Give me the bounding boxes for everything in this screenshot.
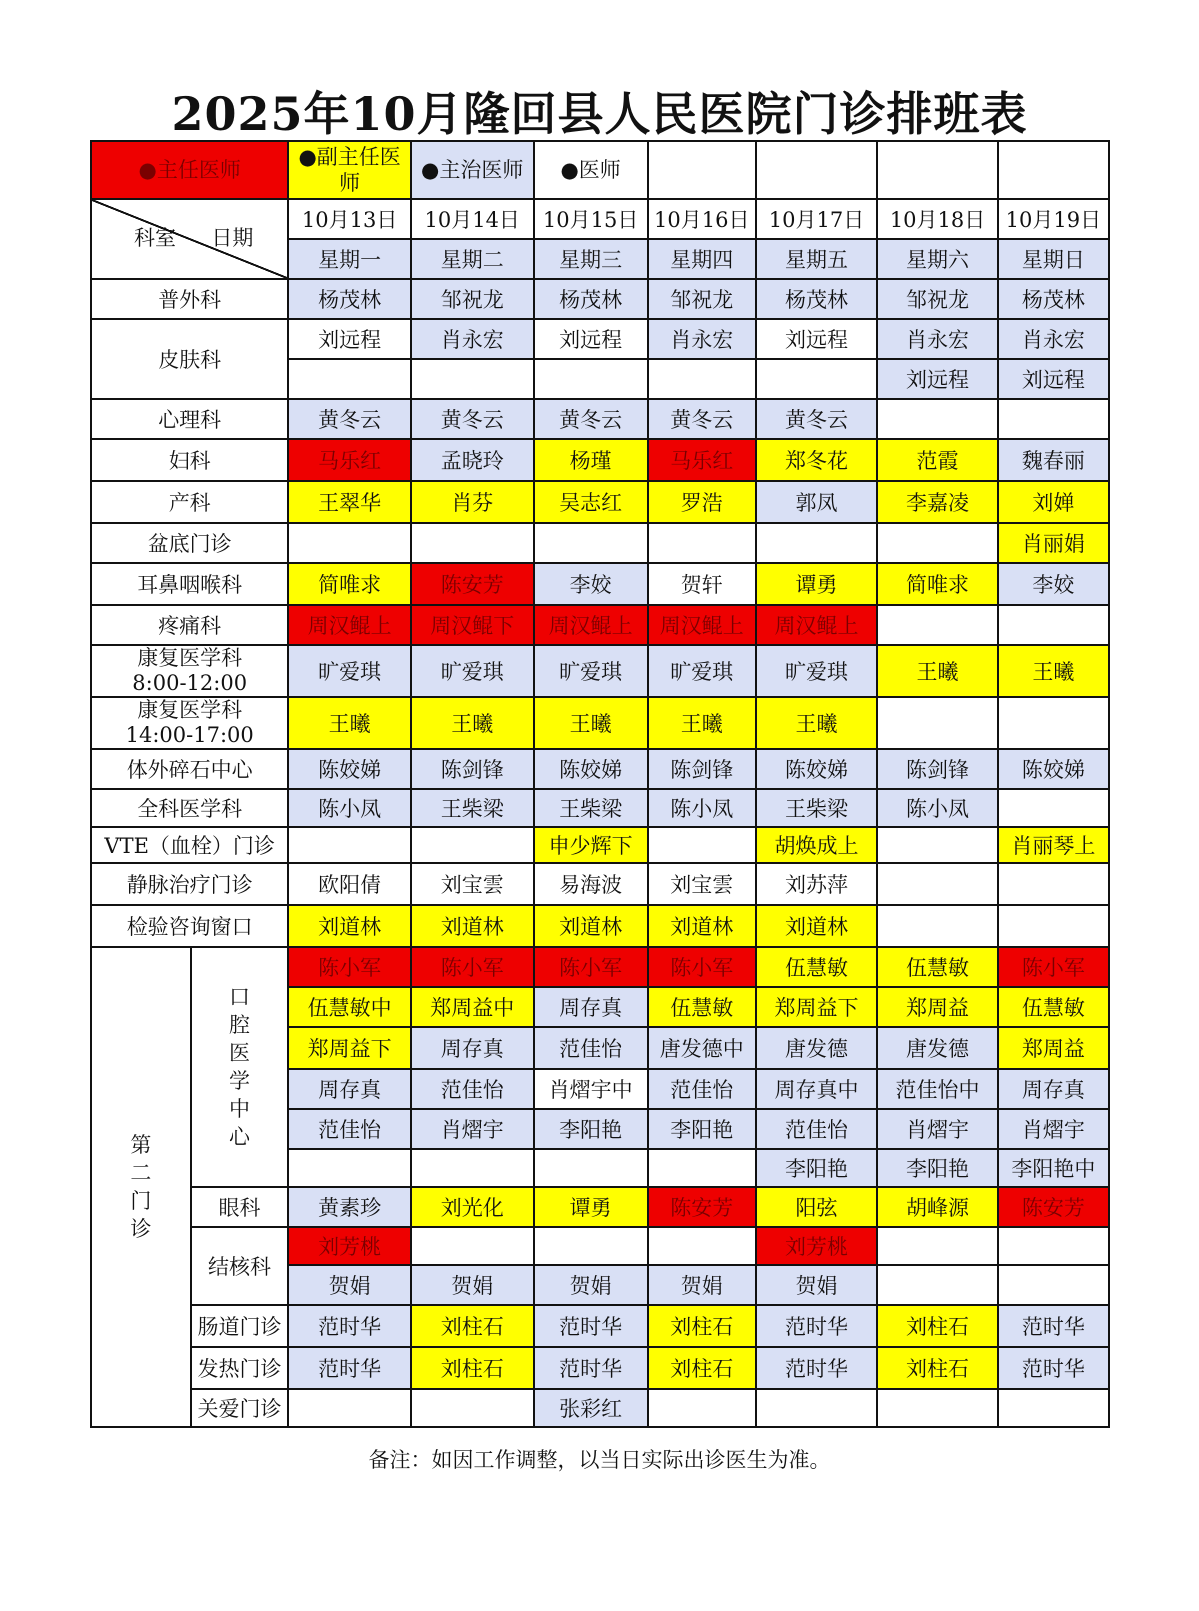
schedule-cell: 贺娟: [411, 1265, 534, 1305]
schedule-cell: [288, 827, 411, 863]
schedule-cell: 刘远程: [998, 359, 1109, 399]
schedule-cell: 刘道林: [756, 905, 878, 947]
schedule-cell: [756, 359, 878, 399]
dept-label: 结核科: [191, 1227, 289, 1305]
schedule-cell: 李阳艳中: [998, 1149, 1109, 1187]
schedule-cell: 王曦: [411, 697, 534, 749]
schedule-cell: 黄冬云: [288, 399, 411, 439]
schedule-cell: 杨茂林: [756, 279, 878, 319]
schedule-cell: 伍慧敏中: [288, 987, 411, 1027]
schedule-cell: 杨茂林: [998, 279, 1109, 319]
schedule-cell: [534, 1227, 648, 1265]
schedule-cell: [648, 1149, 756, 1187]
schedule-cell: 谭勇: [756, 563, 878, 605]
schedule-cell: 周存真: [534, 987, 648, 1027]
page-title: 2025年10月隆回县人民医院门诊排班表: [171, 87, 1028, 141]
date-cell: 10月15日: [534, 199, 648, 239]
date-cell: 10月19日: [998, 199, 1109, 239]
schedule-cell: 简唯求: [877, 563, 997, 605]
schedule-cell: 易海波: [534, 863, 648, 905]
dept-label: 检验咨询窗口: [91, 905, 288, 947]
schedule-cell: 申少辉下: [534, 827, 648, 863]
schedule-cell: 肖熠宇中: [534, 1069, 648, 1109]
schedule-cell: 陈姣娣: [998, 749, 1109, 789]
schedule-cell: 黄冬云: [756, 399, 878, 439]
dept-header: 科室: [134, 226, 176, 250]
schedule-cell: 陈剑锋: [411, 749, 534, 789]
date-cell: 10月17日: [756, 199, 878, 239]
schedule-cell: [998, 1265, 1109, 1305]
schedule-cell: 周存真中: [756, 1069, 878, 1109]
schedule-cell: 周汉鲲下: [411, 605, 534, 645]
schedule-cell: [411, 1389, 534, 1427]
schedule-cell: 马乐红: [288, 439, 411, 481]
schedule-cell: 杨瑾: [534, 439, 648, 481]
schedule-cell: 范时华: [756, 1347, 878, 1389]
schedule-cell: [877, 399, 997, 439]
schedule-cell: 王曦: [998, 645, 1109, 697]
date-cell: 10月18日: [877, 199, 997, 239]
schedule-cell: 郑冬花: [756, 439, 878, 481]
schedule-cell: 李姣: [998, 563, 1109, 605]
schedule-cell: 李阳艳: [648, 1109, 756, 1149]
weekday-cell: 星期二: [411, 239, 534, 279]
schedule-cell: 刘柱石: [648, 1347, 756, 1389]
schedule-cell: 陈小军: [534, 947, 648, 987]
dept-label: 普外科: [91, 279, 288, 319]
schedule-cell: 陈小军: [288, 947, 411, 987]
schedule-cell: [877, 827, 997, 863]
schedule-cell: 郑周益下: [756, 987, 878, 1027]
schedule-cell: 唐发德中: [648, 1027, 756, 1069]
schedule-cell: 肖丽琴上: [998, 827, 1109, 863]
schedule-cell: 旷爱琪: [534, 645, 648, 697]
schedule-cell: 黄冬云: [534, 399, 648, 439]
weekday-cell: 星期三: [534, 239, 648, 279]
schedule-cell: 刘芳桃: [756, 1227, 878, 1265]
schedule-cell: [877, 1389, 997, 1427]
schedule-cell: 范佳怡: [534, 1027, 648, 1069]
schedule-cell: [534, 1149, 648, 1187]
schedule-cell: 刘柱石: [411, 1347, 534, 1389]
weekday-cell: 星期六: [877, 239, 997, 279]
schedule-cell: 陈小凤: [288, 789, 411, 827]
schedule-cell: 陈小凤: [648, 789, 756, 827]
dept-label: 关爱门诊: [191, 1389, 289, 1427]
dept-label: 体外碎石中心: [91, 749, 288, 789]
schedule-cell: 刘道林: [288, 905, 411, 947]
schedule-cell: 伍慧敏: [877, 947, 997, 987]
schedule-cell: 李阳艳: [534, 1109, 648, 1149]
dept-label: 皮肤科: [91, 319, 288, 399]
schedule-cell: [877, 697, 997, 749]
schedule-cell: 王翠华: [288, 481, 411, 523]
legend-attending: ●主治医师: [411, 141, 534, 199]
schedule-cell: 范时华: [534, 1347, 648, 1389]
schedule-cell: 范佳怡: [756, 1109, 878, 1149]
dept-label: 盆底门诊: [91, 523, 288, 563]
legend-associate: ●副主任医师: [288, 141, 411, 199]
schedule-cell: [998, 399, 1109, 439]
legend-physician: ●医师: [534, 141, 648, 199]
empty-cell: [998, 141, 1109, 199]
schedule-cell: 李阳艳: [756, 1149, 878, 1187]
dept-label: 发热门诊: [191, 1347, 289, 1389]
schedule-cell: 刘远程: [534, 319, 648, 359]
schedule-cell: 范霞: [877, 439, 997, 481]
dept-label: VTE（血栓）门诊: [91, 827, 288, 863]
schedule-cell: [288, 1389, 411, 1427]
schedule-cell: 伍慧敏: [998, 987, 1109, 1027]
schedule-cell: [534, 359, 648, 399]
empty-cell: [756, 141, 878, 199]
schedule-cell: 郭凤: [756, 481, 878, 523]
date-cell: 10月14日: [411, 199, 534, 239]
schedule-cell: 伍慧敏: [648, 987, 756, 1027]
schedule-cell: 李姣: [534, 563, 648, 605]
dept-label: 康复医学科 8:00-12:00: [91, 645, 288, 697]
dept-label: 妇科: [91, 439, 288, 481]
schedule-cell: [648, 523, 756, 563]
schedule-cell: 吴志红: [534, 481, 648, 523]
weekday-cell: 星期五: [756, 239, 878, 279]
schedule-cell: 刘柱石: [411, 1305, 534, 1347]
schedule-cell: 肖芬: [411, 481, 534, 523]
schedule-cell: [998, 905, 1109, 947]
schedule-cell: 刘远程: [877, 359, 997, 399]
schedule-cell: 欧阳倩: [288, 863, 411, 905]
schedule-cell: [648, 1389, 756, 1427]
schedule-cell: 胡焕成上: [756, 827, 878, 863]
schedule-cell: 周汉鲲上: [648, 605, 756, 645]
schedule-cell: [998, 789, 1109, 827]
schedule-cell: 周汉鲲上: [756, 605, 878, 645]
dept-label: 全科医学科: [91, 789, 288, 827]
second-clinic-label: 第 二 门 诊: [91, 947, 191, 1427]
schedule-cell: 杨茂林: [288, 279, 411, 319]
schedule-cell: 范时华: [534, 1305, 648, 1347]
schedule-cell: 陈小凤: [877, 789, 997, 827]
footnote: 备注：如因工作调整，以当日实际出诊医生为准。: [368, 1448, 831, 1472]
schedule-cell: [411, 1149, 534, 1187]
schedule-cell: 旷爱琪: [648, 645, 756, 697]
schedule-cell: 肖熠宇: [998, 1109, 1109, 1149]
schedule-cell: 肖永宏: [998, 319, 1109, 359]
schedule-cell: 邹祝龙: [648, 279, 756, 319]
schedule-cell: [877, 1265, 997, 1305]
schedule-cell: 肖熠宇: [411, 1109, 534, 1149]
schedule-cell: 陈剑锋: [648, 749, 756, 789]
schedule-cell: 罗浩: [648, 481, 756, 523]
schedule-cell: 刘柱石: [877, 1305, 997, 1347]
schedule-cell: 贺娟: [756, 1265, 878, 1305]
schedule-cell: [756, 523, 878, 563]
schedule-cell: [998, 1227, 1109, 1265]
weekday-cell: 星期日: [998, 239, 1109, 279]
schedule-cell: [288, 523, 411, 563]
schedule-cell: 陈小军: [411, 947, 534, 987]
schedule-cell: 王曦: [877, 645, 997, 697]
schedule-cell: 刘远程: [756, 319, 878, 359]
schedule-cell: 陈姣娣: [756, 749, 878, 789]
schedule-cell: 范时华: [998, 1305, 1109, 1347]
schedule-cell: 陈小军: [998, 947, 1109, 987]
schedule-cell: 王柴梁: [411, 789, 534, 827]
schedule-cell: 贺娟: [534, 1265, 648, 1305]
schedule-cell: 刘道林: [411, 905, 534, 947]
dept-label: 耳鼻咽喉科: [91, 563, 288, 605]
legend-chief: ●主任医师: [91, 141, 288, 199]
schedule-cell: 刘宝雲: [648, 863, 756, 905]
schedule-cell: [648, 359, 756, 399]
date-cell: 10月13日: [288, 199, 411, 239]
schedule-cell: 胡峰源: [877, 1187, 997, 1227]
schedule-table: [90, 140, 1110, 1428]
dental-center-label: 口 腔 医 学 中 心: [191, 947, 289, 1187]
schedule-cell: 周汉鲲上: [534, 605, 648, 645]
schedule-cell: 刘远程: [288, 319, 411, 359]
schedule-cell: 刘柱石: [648, 1305, 756, 1347]
date-cell: 10月16日: [648, 199, 756, 239]
empty-cell: [877, 141, 997, 199]
schedule-cell: [877, 605, 997, 645]
schedule-cell: 邹祝龙: [411, 279, 534, 319]
schedule-cell: 马乐红: [648, 439, 756, 481]
schedule-cell: 唐发德: [756, 1027, 878, 1069]
schedule-cell: 刘芳桃: [288, 1227, 411, 1265]
schedule-cell: [877, 863, 997, 905]
schedule-cell: 刘婵: [998, 481, 1109, 523]
schedule-cell: 贺娟: [288, 1265, 411, 1305]
schedule-cell: 唐发德: [877, 1027, 997, 1069]
schedule-cell: 旷爱琪: [756, 645, 878, 697]
schedule-cell: 魏春丽: [998, 439, 1109, 481]
dept-label: 康复医学科 14:00-17:00: [91, 697, 288, 749]
schedule-cell: 简唯求: [288, 563, 411, 605]
schedule-cell: 肖丽娟: [998, 523, 1109, 563]
schedule-cell: 旷爱琪: [288, 645, 411, 697]
schedule-cell: 刘道林: [648, 905, 756, 947]
schedule-cell: [411, 827, 534, 863]
schedule-cell: 范佳怡: [648, 1069, 756, 1109]
schedule-cell: [411, 359, 534, 399]
schedule-cell: 刘苏萍: [756, 863, 878, 905]
dept-label: 肠道门诊: [191, 1305, 289, 1347]
schedule-cell: 肖永宏: [877, 319, 997, 359]
schedule-cell: 陈安芳: [998, 1187, 1109, 1227]
schedule-cell: 刘光化: [411, 1187, 534, 1227]
schedule-cell: 刘道林: [534, 905, 648, 947]
schedule-cell: [877, 905, 997, 947]
schedule-cell: 孟晓玲: [411, 439, 534, 481]
schedule-cell: 王曦: [648, 697, 756, 749]
schedule-cell: 范佳怡中: [877, 1069, 997, 1109]
schedule-cell: [648, 827, 756, 863]
schedule-cell: 旷爱琪: [411, 645, 534, 697]
schedule-cell: 周存真: [998, 1069, 1109, 1109]
schedule-cell: 范时华: [288, 1347, 411, 1389]
schedule-cell: 范时华: [288, 1305, 411, 1347]
schedule-cell: [998, 697, 1109, 749]
schedule-cell: 张彩红: [534, 1389, 648, 1427]
schedule-cell: [877, 1227, 997, 1265]
schedule-cell: [288, 1149, 411, 1187]
dept-label: 疼痛科: [91, 605, 288, 645]
empty-cell: [648, 141, 756, 199]
schedule-cell: 李阳艳: [877, 1149, 997, 1187]
schedule-cell: 周存真: [288, 1069, 411, 1109]
header-corner: [91, 199, 288, 279]
schedule-cell: 黄冬云: [411, 399, 534, 439]
schedule-cell: 杨茂林: [534, 279, 648, 319]
schedule-cell: 邹祝龙: [877, 279, 997, 319]
dept-label: 产科: [91, 481, 288, 523]
schedule-cell: [648, 1227, 756, 1265]
dept-label: 眼科: [191, 1187, 289, 1227]
schedule-cell: 范佳怡: [288, 1109, 411, 1149]
schedule-cell: 陈小军: [648, 947, 756, 987]
schedule-cell: 范时华: [756, 1305, 878, 1347]
schedule-cell: 谭勇: [534, 1187, 648, 1227]
schedule-cell: [998, 605, 1109, 645]
schedule-cell: 陈安芳: [648, 1187, 756, 1227]
schedule-cell: 郑周益下: [288, 1027, 411, 1069]
schedule-cell: 王柴梁: [534, 789, 648, 827]
schedule-cell: 王曦: [288, 697, 411, 749]
schedule-cell: 范佳怡: [411, 1069, 534, 1109]
schedule-cell: 郑周益: [998, 1027, 1109, 1069]
schedule-cell: 周存真: [411, 1027, 534, 1069]
schedule-cell: 阳弦: [756, 1187, 878, 1227]
schedule-cell: [998, 1389, 1109, 1427]
schedule-cell: 贺娟: [648, 1265, 756, 1305]
schedule-cell: 肖永宏: [411, 319, 534, 359]
schedule-cell: 陈姣娣: [288, 749, 411, 789]
schedule-cell: 王曦: [534, 697, 648, 749]
schedule-cell: 周汉鲲上: [288, 605, 411, 645]
weekday-cell: 星期一: [288, 239, 411, 279]
schedule-cell: 贺轩: [648, 563, 756, 605]
schedule-cell: 陈安芳: [411, 563, 534, 605]
schedule-cell: 王曦: [756, 697, 878, 749]
schedule-cell: [534, 523, 648, 563]
dept-label: 静脉治疗门诊: [91, 863, 288, 905]
date-header: 日期: [211, 226, 254, 250]
schedule-cell: [288, 359, 411, 399]
schedule-cell: 郑周益: [877, 987, 997, 1027]
schedule-cell: [411, 1227, 534, 1265]
schedule-cell: [877, 523, 997, 563]
schedule-cell: 黄素珍: [288, 1187, 411, 1227]
schedule-cell: 刘柱石: [877, 1347, 997, 1389]
weekday-cell: 星期四: [648, 239, 756, 279]
schedule-cell: 郑周益中: [411, 987, 534, 1027]
schedule-cell: 刘宝雲: [411, 863, 534, 905]
dept-label: 心理科: [91, 399, 288, 439]
schedule-cell: 李嘉凌: [877, 481, 997, 523]
schedule-cell: 肖熠宇: [877, 1109, 997, 1149]
schedule-cell: 陈姣娣: [534, 749, 648, 789]
schedule-cell: [756, 1389, 878, 1427]
schedule-cell: 陈剑锋: [877, 749, 997, 789]
schedule-cell: 肖永宏: [648, 319, 756, 359]
schedule-cell: [998, 863, 1109, 905]
schedule-cell: 王柴梁: [756, 789, 878, 827]
schedule-cell: [411, 523, 534, 563]
schedule-cell: 黄冬云: [648, 399, 756, 439]
schedule-cell: 范时华: [998, 1347, 1109, 1389]
schedule-cell: 伍慧敏: [756, 947, 878, 987]
